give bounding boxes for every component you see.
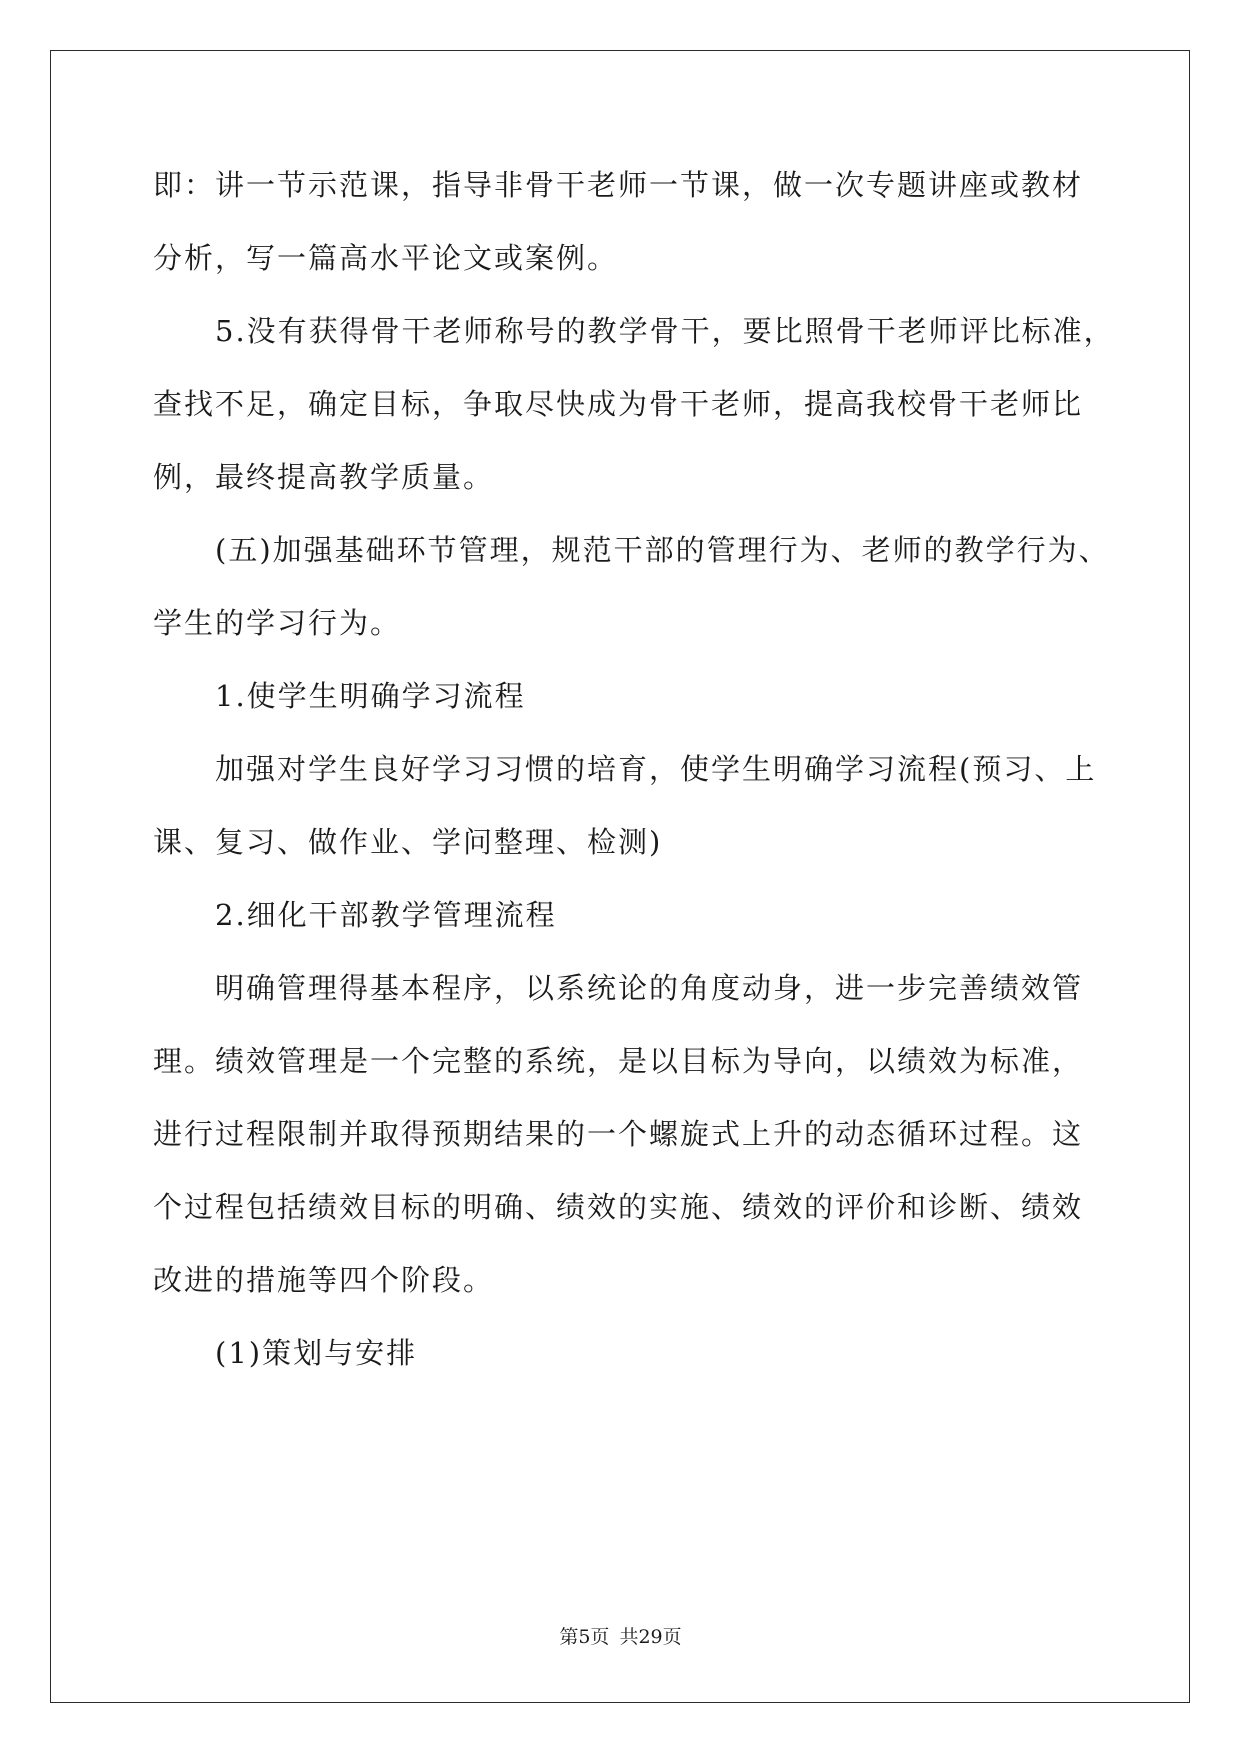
text-line: (五)加强基础环节管理，规范干部的管理行为、老师的教学行为、 (215, 533, 1110, 567)
text-line: 加强对学生良好学习习惯的培育，使学生明确学习流程(预习、上 (215, 752, 1097, 786)
text-line: 明确管理得基本程序，以系统论的角度动身，进一步完善绩效管 (215, 971, 1084, 1005)
text-line: 分析，写一篇高水平论文或案例。 (153, 241, 619, 275)
text-line: 5.没有获得骨干老师称号的教学骨干，要比照骨干老师评比标准， (215, 314, 1115, 348)
text-line: 例，最终提高教学质量。 (153, 460, 495, 494)
text-line: 进行过程限制并取得预期结果的一个螺旋式上升的动态循环过程。这 (153, 1117, 1084, 1151)
text-line: 课、复习、做作业、学问整理、检测) (153, 825, 663, 859)
text-line: 1.使学生明确学习流程 (215, 679, 526, 713)
page-number: 第5页 (559, 1626, 610, 1648)
text-line: (1)策划与安排 (215, 1336, 418, 1370)
text-line: 个过程包括绩效目标的明确、绩效的实施、绩效的评价和诊断、绩效 (153, 1190, 1084, 1224)
text-line: 查找不足，确定目标，争取尽快成为骨干老师，提高我校骨干老师比 (153, 387, 1084, 421)
text-line: 理。绩效管理是一个完整的系统，是以目标为导向，以绩效为标准， (153, 1044, 1084, 1078)
text-line: 即：讲一节示范课，指导非骨干老师一节课，做一次专题讲座或教材 (153, 168, 1084, 202)
text-line: 改进的措施等四个阶段。 (153, 1263, 495, 1297)
page-border (50, 50, 1190, 1703)
page-footer (0, 1622, 1241, 1649)
page-total: 共29页 (619, 1626, 682, 1648)
text-line: 学生的学习行为。 (153, 606, 402, 640)
text-line: 2.细化干部教学管理流程 (215, 898, 557, 932)
